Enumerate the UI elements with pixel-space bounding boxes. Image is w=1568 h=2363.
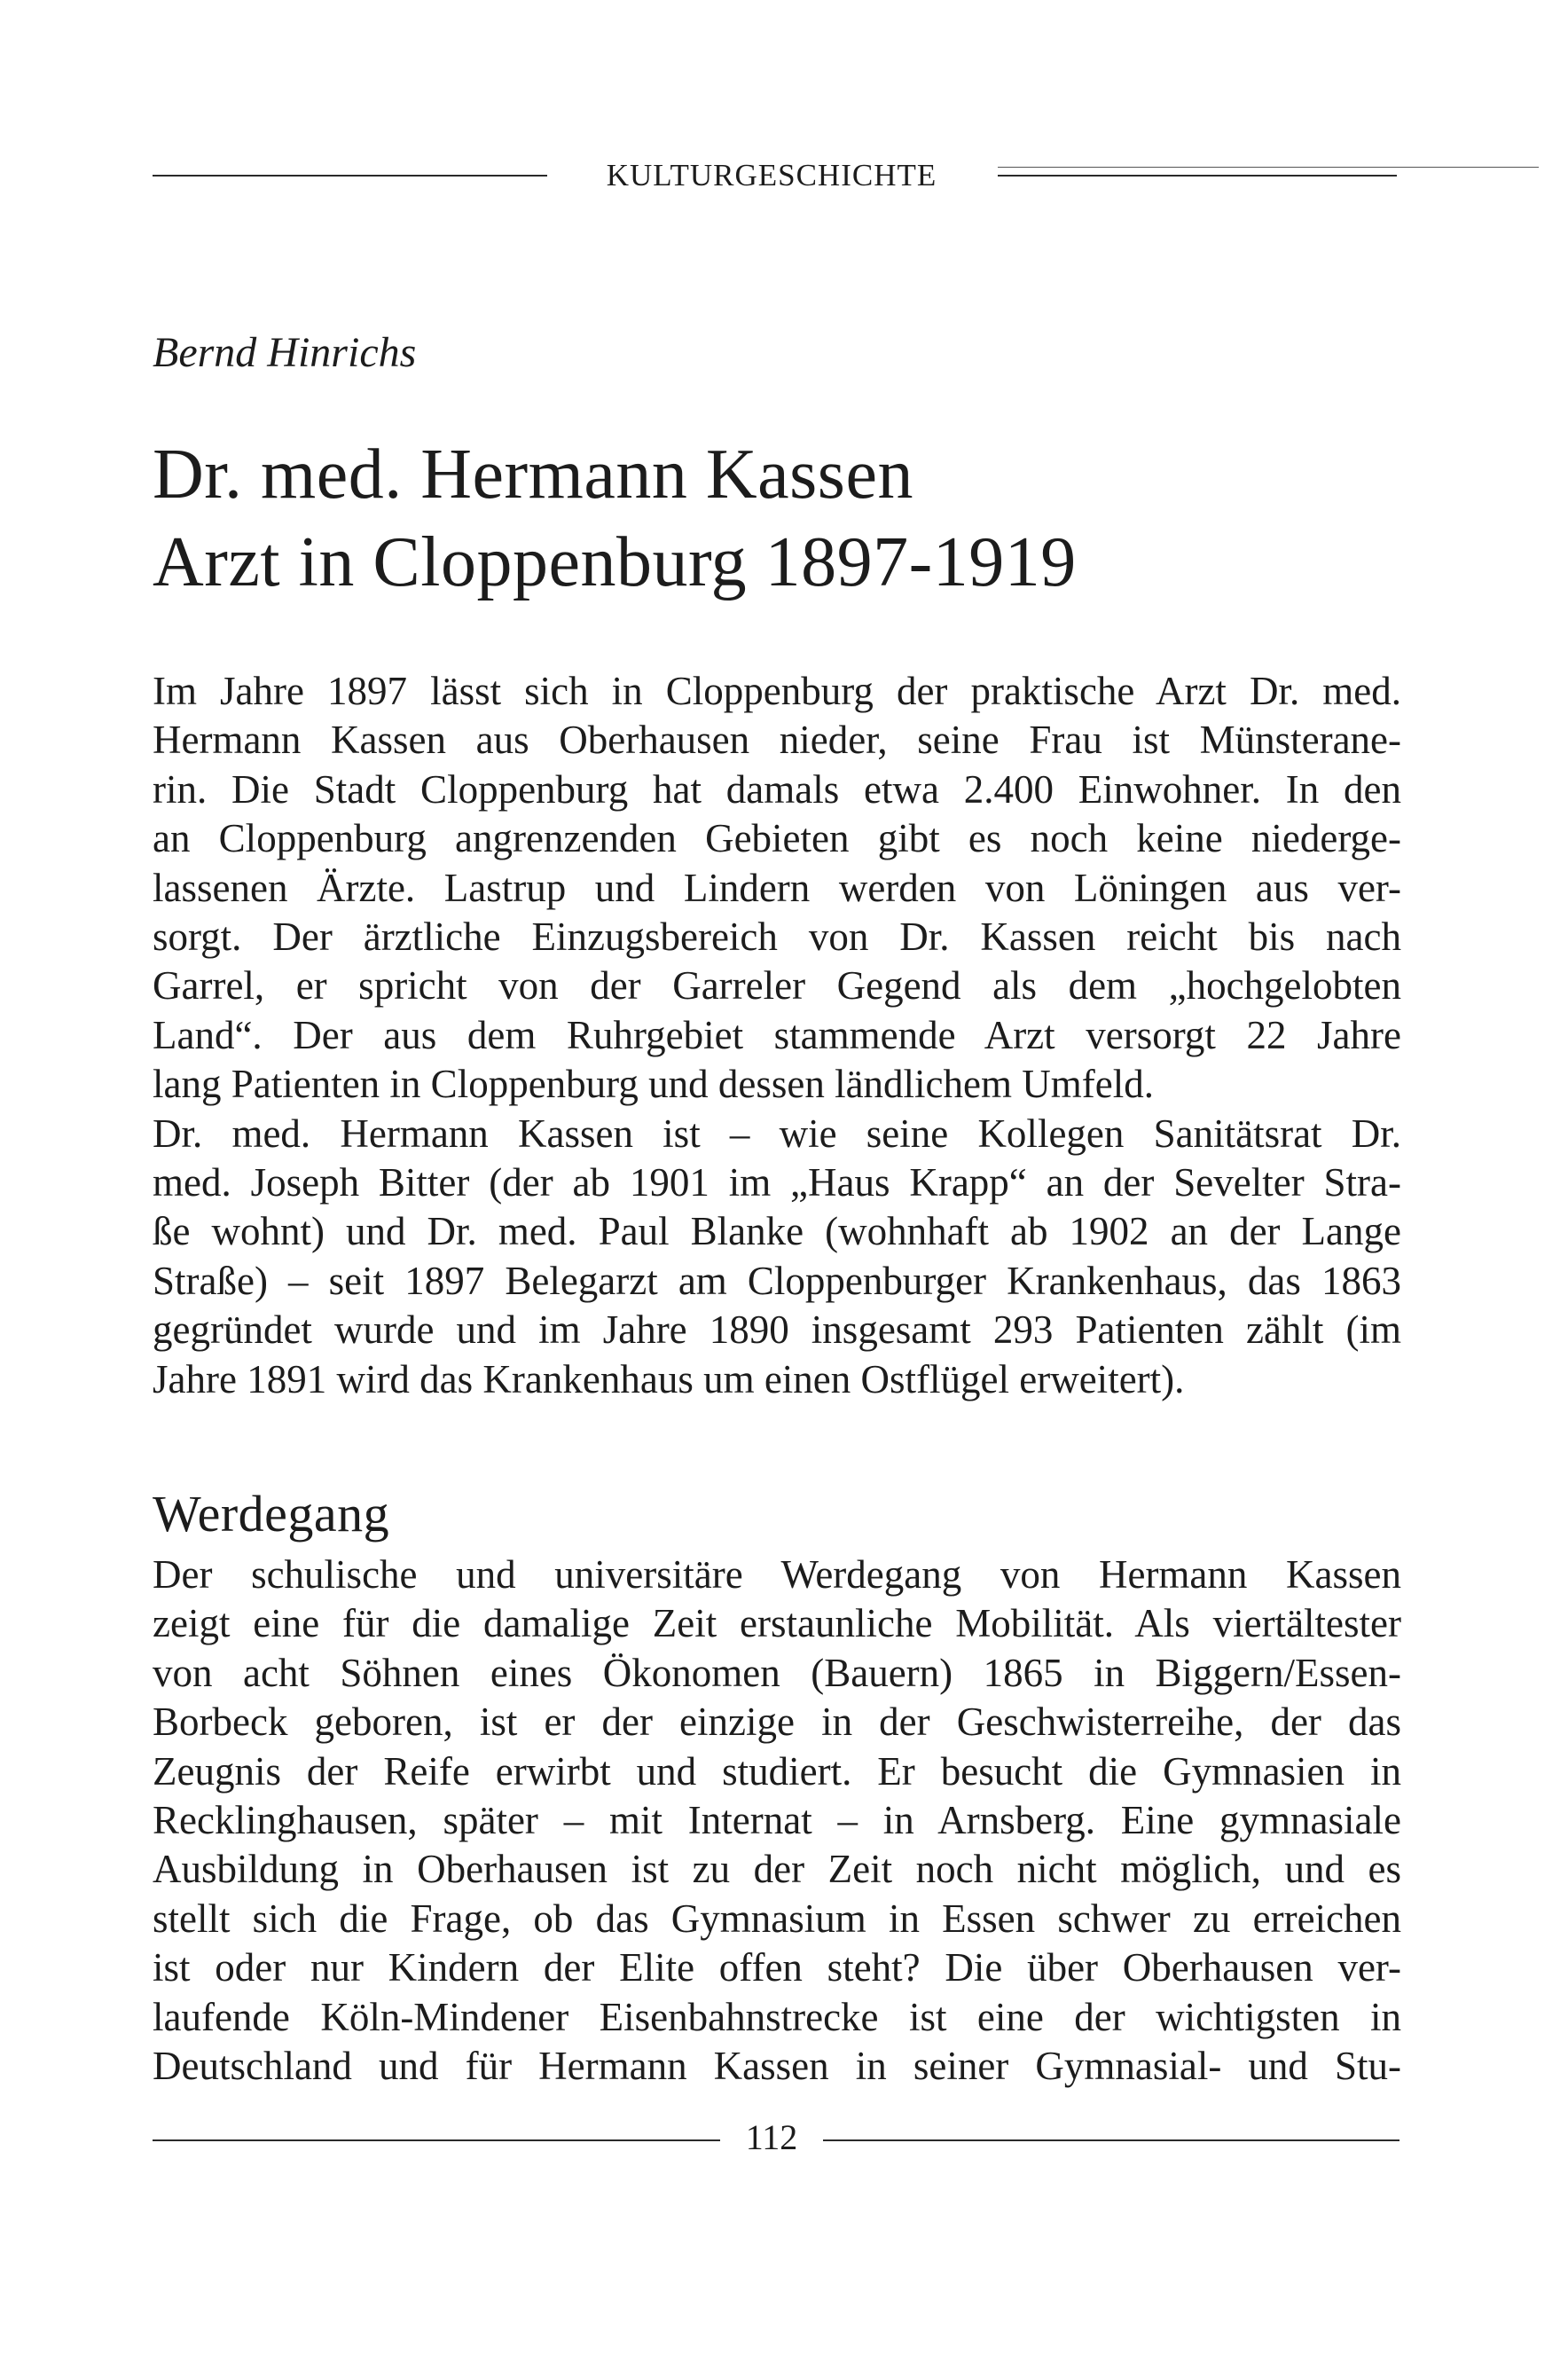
intro-line: Im Jahre 1897 lässt sich in Cloppenburg der praktische Arzt Dr. med. xyxy=(153,669,1401,713)
werdegang-line: Deutschland und für Hermann Kassen in seiner Gymnasial- und Stu- xyxy=(153,2044,1401,2089)
werdegang-line: Zeugnis der Reife erwirbt und studiert. Er besucht die Gymnasien in xyxy=(153,1748,1401,1794)
intro-line: Garrel, er spricht von der Garreler Gegend als dem „hochgelobten xyxy=(153,963,1401,1009)
footer-rule-right xyxy=(823,2139,1399,2141)
intro-line: lassenen Ärzte. Lastrup und Lindern werden von Löningen aus ver- xyxy=(153,865,1401,910)
running-head-rule-right-thin xyxy=(998,167,1539,168)
intro-line: an Cloppenburg angrenzenden Gebieten gibt es noch keine niederge- xyxy=(153,816,1401,861)
intro-line: Jahre 1891 wird das Krankenhaus um einen Ostflügel erweitert). xyxy=(153,1356,1185,1401)
werdegang-line: ist oder nur Kindern der Elite offen steht? Die über Oberhausen ver- xyxy=(153,1945,1401,1990)
werdegang-line: Der schulische und universitäre Werdegang von Hermann Kassen xyxy=(153,1552,1401,1597)
werdegang-line: stellt sich die Frage, ob das Gymnasium in Essen schwer zu erreichen xyxy=(153,1896,1401,1941)
werdegang-line: Borbeck geboren, ist er der einzige in der Geschwisterreihe, der das xyxy=(153,1700,1401,1745)
intro-paragraph xyxy=(153,667,1401,1404)
intro-line: ße wohnt) und Dr. med. Paul Blanke (wohnhaft ab 1902 an der Lange xyxy=(153,1209,1401,1254)
footer-rule-left xyxy=(153,2139,720,2141)
running-head-title: KULTURGESCHICHTE xyxy=(606,158,937,192)
intro-line: lang Patienten in Cloppenburg und dessen ländlichem Umfeld. xyxy=(153,1062,1154,1107)
article-title-line-2: Arzt in Cloppenburg 1897-1919 xyxy=(153,523,1077,601)
author-name: Bernd Hinrichs xyxy=(153,329,417,376)
intro-line: Dr. med. Hermann Kassen ist – wie seine Kollegen Sanitätsrat Dr. xyxy=(153,1111,1401,1156)
werdegang-line: laufende Köln-Mindener Eisenbahnstrecke ist eine der wichtigsten in xyxy=(153,1994,1401,2039)
intro-line: Hermann Kassen aus Oberhausen nieder, seine Frau ist Münsterane- xyxy=(153,718,1401,763)
page-footer xyxy=(0,2116,1568,2160)
intro-line: gegründet wurde und im Jahre 1890 insgesamt 293 Patienten zählt (im xyxy=(153,1307,1401,1353)
werdegang-line: von acht Söhnen eines Ökonomen (Bauern) 1865 in Biggern/Essen- xyxy=(153,1650,1401,1695)
intro-line: Land“. Der aus dem Ruhrgebiet stammende Arzt versorgt 22 Jahre xyxy=(153,1012,1401,1057)
section-heading-werdegang: Werdegang xyxy=(153,1485,390,1543)
running-head-rule-right xyxy=(998,175,1397,177)
article-title-line-1: Dr. med. Hermann Kassen xyxy=(153,436,913,514)
page-number: 112 xyxy=(745,2117,798,2157)
werdegang-line: zeigt eine für die damalige Zeit erstaunliche Mobilität. Als viertältester xyxy=(153,1601,1401,1646)
werdegang-line: Recklinghausen, später – mit Internat – in Arnsberg. Eine gymnasiale xyxy=(153,1798,1401,1843)
intro-line: Straße) – seit 1897 Belegarzt am Cloppenburger Krankenhaus, das 1863 xyxy=(153,1258,1401,1303)
intro-line: rin. Die Stadt Cloppenburg hat damals etwa 2.400 Einwohner. In den xyxy=(153,766,1401,812)
werdegang-line: Ausbildung in Oberhausen ist zu der Zeit noch nicht möglich, und es xyxy=(153,1847,1401,1892)
running-head xyxy=(0,156,1568,192)
intro-line: med. Joseph Bitter (der ab 1901 im „Haus Krapp“ an der Sevelter Stra- xyxy=(153,1160,1401,1205)
intro-line: sorgt. Der ärztliche Einzugsbereich von Dr. Kassen reicht bis nach xyxy=(153,915,1401,960)
article-title xyxy=(153,431,1483,607)
running-head-rule-left xyxy=(153,175,547,177)
werdegang-paragraph xyxy=(153,1550,1401,2091)
